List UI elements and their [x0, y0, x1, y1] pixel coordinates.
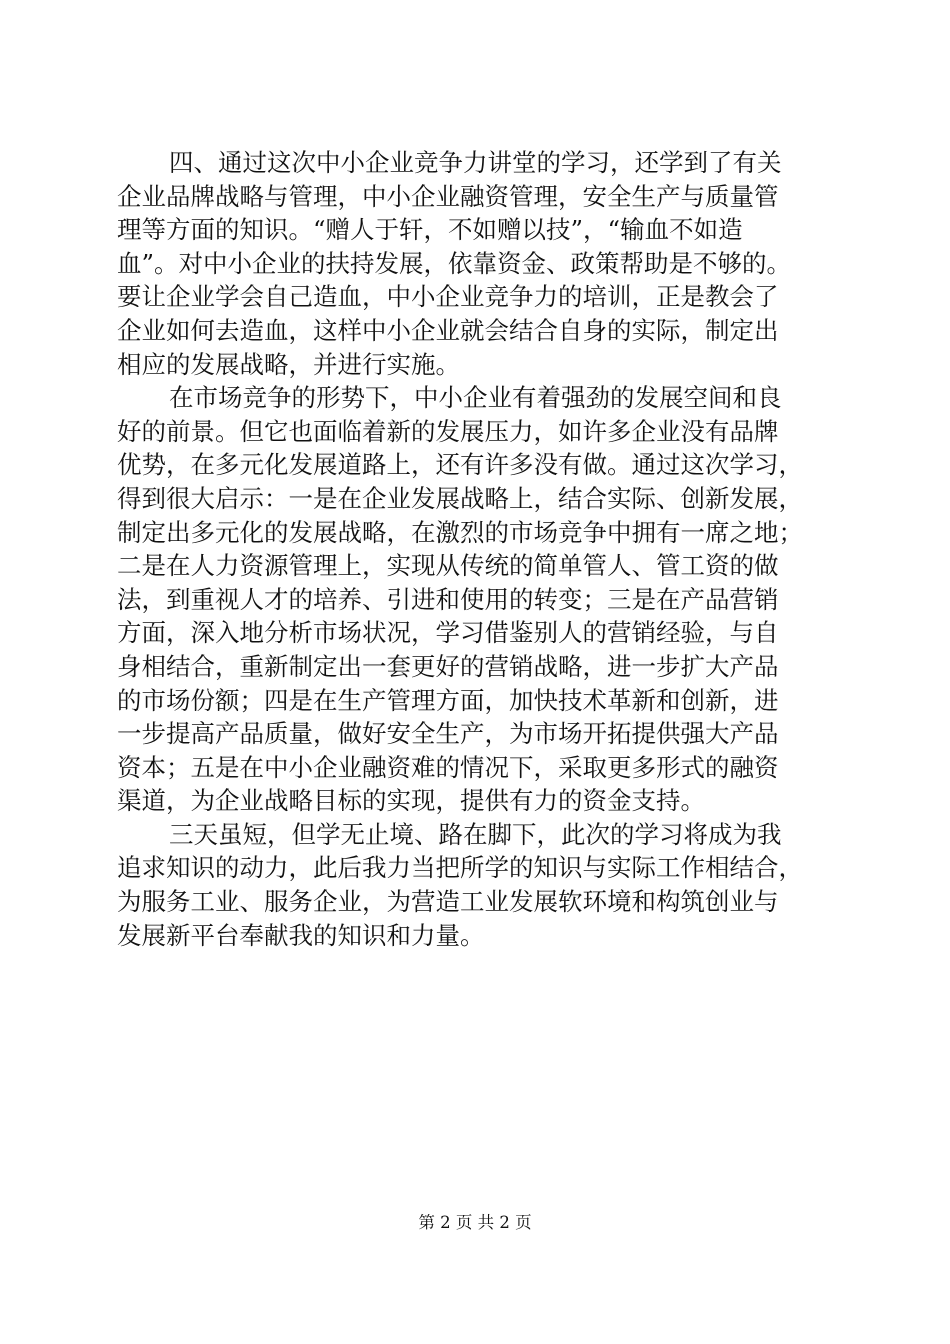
text-line: 企业如何去造血，这样中小企业就会结合自身的实际，制定出: [117, 315, 779, 345]
text-line: 得到很大启示：一是在企业发展战略上，结合实际、创新发展，: [117, 483, 803, 513]
text-line: 二是在人力资源管理上，实现从传统的简单管人、管工资的做: [117, 551, 779, 581]
page-footer: [0, 1213, 950, 1233]
text-line: 的市场份额；四是在生产管理方面，加快技术革新和创新，进: [117, 685, 779, 715]
text-line: 在市场竞争的形势下，中小企业有着强劲的发展空间和良: [169, 383, 782, 413]
text-line: 渠道，为企业战略目标的实现，提供有力的资金支持。: [117, 786, 705, 816]
page-number-label: 第 2 页 共 2 页: [418, 1213, 532, 1232]
text-line: 法，到重视人才的培养、引进和使用的转变；三是在产品营销: [117, 584, 779, 614]
text-line: 身相结合，重新制定出一套更好的营销战略，进一步扩大产品: [117, 651, 779, 681]
text-line: 理等方面的知识。“赠人于轩，不如赠以技”，“输血不如造: [117, 215, 743, 245]
text-line: 为服务工业、服务企业，为营造工业发展软环境和构筑创业与: [117, 887, 779, 917]
text-line: 三天虽短，但学无止境、路在脚下，此次的学习将成为我: [169, 819, 782, 849]
text-line: 优势，在多元化发展道路上，还有许多没有做。通过这次学习，: [117, 450, 803, 480]
paragraph-3: [117, 818, 847, 952]
document-body: [117, 146, 847, 952]
text-line: 方面，深入地分析市场状况，学习借鉴别人的营销经验，与自: [117, 618, 779, 648]
text-line: 追求知识的动力，此后我力当把所学的知识与实际工作相结合，: [117, 853, 803, 883]
text-line: 要让企业学会自己造血，中小企业竞争力的培训，正是教会了: [117, 282, 779, 312]
text-line: 好的前景。但它也面临着新的发展压力，如许多企业没有品牌: [117, 416, 779, 446]
text-line: 制定出多元化的发展战略，在激烈的市场竞争中拥有一席之地；: [117, 517, 803, 547]
text-line: 一步提高产品质量，做好安全生产，为市场开拓提供强大产品: [117, 719, 779, 749]
text-line: 血”。对中小企业的扶持发展，依靠资金、政策帮助是不够的。: [117, 248, 792, 278]
text-line: 资本；五是在中小企业融资难的情况下，采取更多形式的融资: [117, 752, 779, 782]
text-line: 四、通过这次中小企业竞争力讲堂的学习，还学到了有关: [169, 148, 782, 177]
text-line: 相应的发展战略，并进行实施。: [117, 349, 460, 379]
paragraph-2: [117, 381, 847, 818]
text-line: 企业品牌战略与管理，中小企业融资管理，安全生产与质量管: [117, 181, 779, 211]
text-line: 发展新平台奉献我的知识和力量。: [117, 920, 485, 950]
paragraph-1: [117, 146, 847, 381]
